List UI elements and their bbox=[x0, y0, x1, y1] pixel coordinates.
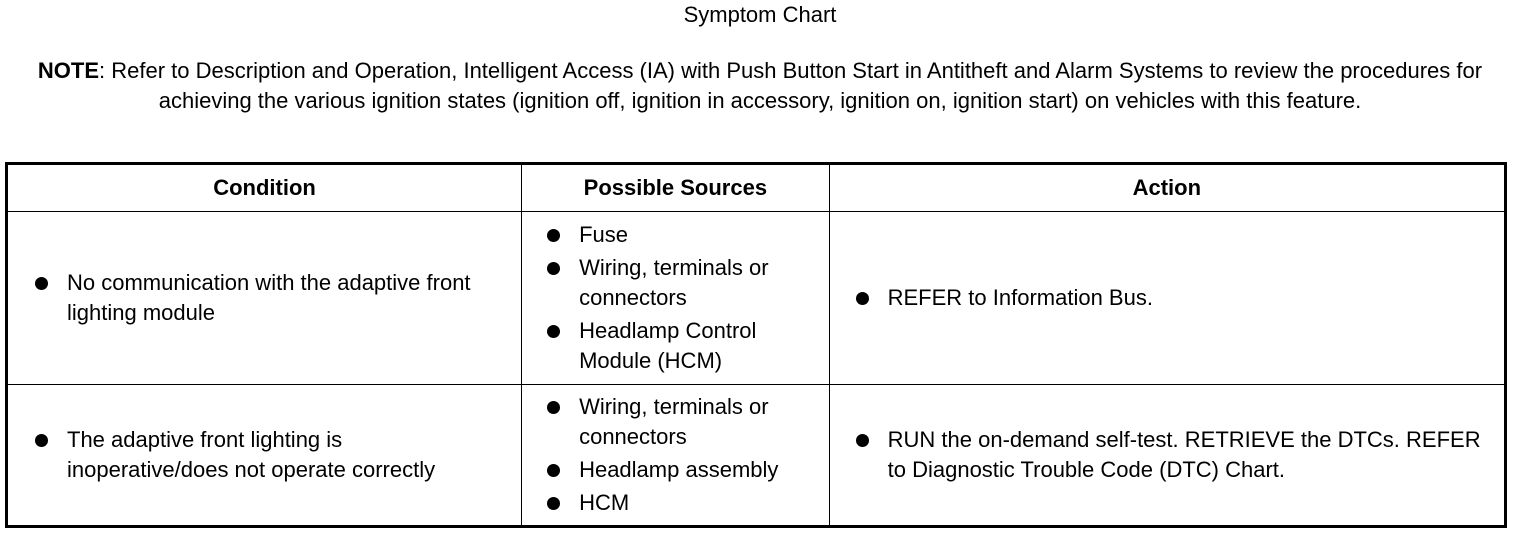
table-row bbox=[7, 212, 1506, 385]
source-text: HCM bbox=[579, 490, 630, 515]
source-text: Wiring, terminals or connectors bbox=[579, 255, 769, 310]
sources-cell bbox=[522, 385, 830, 527]
sources-cell bbox=[522, 212, 830, 385]
bullet-icon bbox=[547, 325, 560, 338]
bullet-icon bbox=[35, 434, 48, 447]
bullet-icon bbox=[547, 497, 560, 510]
header-possible-sources: Possible Sources bbox=[522, 164, 830, 212]
action-text: REFER to Information Bus. bbox=[887, 285, 1153, 310]
bullet-icon bbox=[547, 401, 560, 414]
list-item bbox=[579, 220, 819, 250]
action-text: RUN the on-demand self-test. RETRIEVE the DTCs. REFER to Diagnostic Trouble Code (DTC) Chart. bbox=[887, 427, 1481, 482]
table-row bbox=[7, 385, 1506, 527]
list-item bbox=[888, 283, 1484, 313]
symptom-chart-table bbox=[5, 162, 1507, 528]
bullet-icon bbox=[547, 464, 560, 477]
list-item bbox=[579, 488, 819, 518]
list-item bbox=[579, 316, 819, 376]
note-text: : Refer to Description and Operation, Intelligent Access (IA) with Push Button Start in Antitheft and Alarm Systems to review the procedures for achieving the various ignition states (ignition off, ignition in accessory, ignition on, ignition start) on vehicles with this feature. bbox=[99, 58, 1483, 113]
condition-cell bbox=[7, 212, 522, 385]
list-item bbox=[579, 392, 819, 452]
source-text: Wiring, terminals or connectors bbox=[579, 394, 769, 449]
source-text: Headlamp assembly bbox=[579, 457, 779, 482]
condition-text: No communication with the adaptive front lighting module bbox=[67, 270, 471, 325]
bullet-icon bbox=[547, 262, 560, 275]
note-label: NOTE bbox=[37, 58, 100, 83]
header-action: Action bbox=[829, 164, 1505, 212]
note-paragraph bbox=[10, 56, 1510, 115]
list-item bbox=[67, 268, 501, 328]
source-text: Headlamp Control Module (HCM) bbox=[579, 318, 757, 373]
bullet-icon bbox=[856, 292, 869, 305]
table-header-row bbox=[7, 164, 1506, 212]
list-item bbox=[579, 455, 819, 485]
bullet-icon bbox=[547, 229, 560, 242]
condition-text: The adaptive front lighting is inoperative/does not operate correctly bbox=[67, 427, 436, 482]
action-cell bbox=[829, 385, 1505, 527]
bullet-icon bbox=[856, 434, 869, 447]
bullet-icon bbox=[35, 277, 48, 290]
list-item bbox=[579, 253, 819, 313]
source-text: Fuse bbox=[579, 222, 628, 247]
header-condition: Condition bbox=[7, 164, 522, 212]
list-item bbox=[888, 425, 1484, 485]
list-item bbox=[67, 425, 501, 485]
action-cell bbox=[829, 212, 1505, 385]
page-title: Symptom Chart bbox=[683, 2, 837, 27]
condition-cell bbox=[7, 385, 522, 527]
